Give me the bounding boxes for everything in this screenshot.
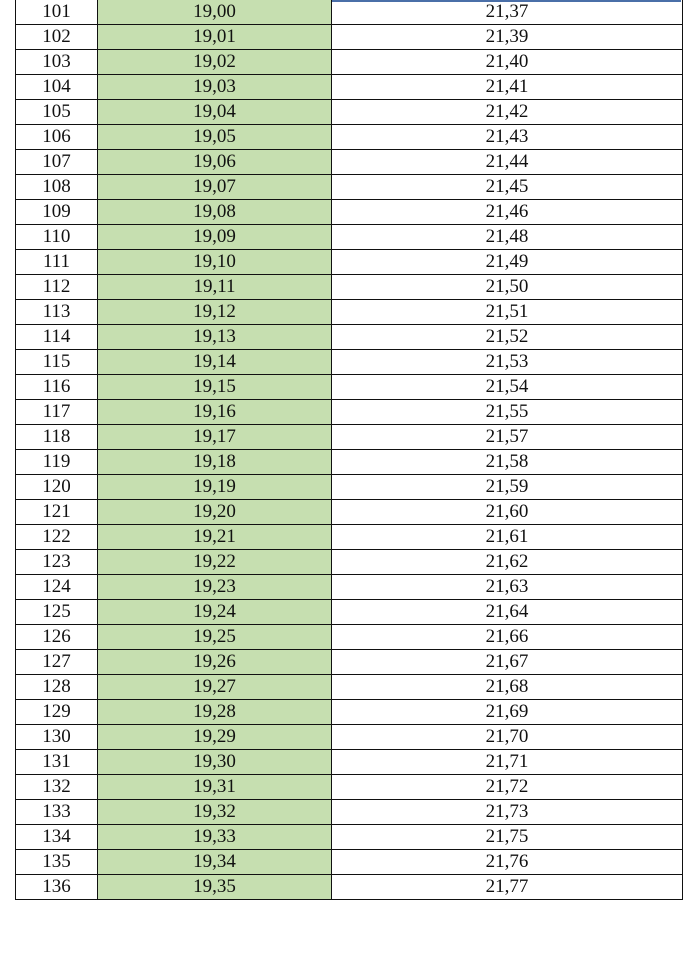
value-b-cell: 21,64 bbox=[332, 600, 683, 625]
value-a-cell: 19,35 bbox=[98, 875, 332, 900]
value-b-cell: 21,77 bbox=[332, 875, 683, 900]
table-row bbox=[16, 875, 683, 900]
value-b-cell: 21,73 bbox=[332, 800, 683, 825]
value-a-cell: 19,25 bbox=[98, 625, 332, 650]
row-number-cell: 123 bbox=[16, 550, 98, 575]
row-number-cell: 117 bbox=[16, 400, 98, 425]
value-a-cell: 19,32 bbox=[98, 800, 332, 825]
row-number-cell: 121 bbox=[16, 500, 98, 525]
value-b-cell: 21,45 bbox=[332, 175, 683, 200]
table-row bbox=[16, 225, 683, 250]
value-b-cell: 21,41 bbox=[332, 75, 683, 100]
row-number-cell: 128 bbox=[16, 675, 98, 700]
row-number-cell: 105 bbox=[16, 100, 98, 125]
value-a-cell: 19,28 bbox=[98, 700, 332, 725]
value-a-cell: 19,12 bbox=[98, 300, 332, 325]
value-a-cell: 19,18 bbox=[98, 450, 332, 475]
value-b-cell: 21,66 bbox=[332, 625, 683, 650]
row-number-cell: 133 bbox=[16, 800, 98, 825]
value-b-cell: 21,39 bbox=[332, 25, 683, 50]
value-a-cell: 19,15 bbox=[98, 375, 332, 400]
value-a-cell: 19,27 bbox=[98, 675, 332, 700]
table-row bbox=[16, 575, 683, 600]
row-number-cell: 129 bbox=[16, 700, 98, 725]
table-row bbox=[16, 825, 683, 850]
row-number-cell: 112 bbox=[16, 275, 98, 300]
table-row bbox=[16, 675, 683, 700]
value-b-cell: 21,44 bbox=[332, 150, 683, 175]
data-table bbox=[15, 0, 683, 900]
row-number-cell: 114 bbox=[16, 325, 98, 350]
value-b-cell: 21,43 bbox=[332, 125, 683, 150]
table-row bbox=[16, 100, 683, 125]
table-row bbox=[16, 450, 683, 475]
table-row bbox=[16, 500, 683, 525]
row-number-cell: 130 bbox=[16, 725, 98, 750]
table-row bbox=[16, 600, 683, 625]
table-row bbox=[16, 75, 683, 100]
value-a-cell: 19,21 bbox=[98, 525, 332, 550]
row-number-cell: 116 bbox=[16, 375, 98, 400]
table-row bbox=[16, 25, 683, 50]
table-row bbox=[16, 175, 683, 200]
data-table-container bbox=[15, 0, 682, 900]
value-a-cell: 19,13 bbox=[98, 325, 332, 350]
row-number-cell: 101 bbox=[16, 0, 98, 25]
value-a-cell: 19,05 bbox=[98, 125, 332, 150]
row-number-cell: 135 bbox=[16, 850, 98, 875]
row-number-cell: 119 bbox=[16, 450, 98, 475]
row-number-cell: 107 bbox=[16, 150, 98, 175]
table-row bbox=[16, 475, 683, 500]
table-row bbox=[16, 775, 683, 800]
row-number-cell: 102 bbox=[16, 25, 98, 50]
value-b-cell: 21,58 bbox=[332, 450, 683, 475]
value-a-cell: 19,31 bbox=[98, 775, 332, 800]
value-b-cell: 21,54 bbox=[332, 375, 683, 400]
value-b-cell: 21,53 bbox=[332, 350, 683, 375]
row-number-cell: 124 bbox=[16, 575, 98, 600]
table-row bbox=[16, 650, 683, 675]
value-a-cell: 19,17 bbox=[98, 425, 332, 450]
table-row bbox=[16, 400, 683, 425]
value-b-cell: 21,57 bbox=[332, 425, 683, 450]
table-row bbox=[16, 150, 683, 175]
table-row bbox=[16, 625, 683, 650]
value-b-cell: 21,59 bbox=[332, 475, 683, 500]
value-a-cell: 19,00 bbox=[98, 0, 332, 25]
value-b-cell: 21,70 bbox=[332, 725, 683, 750]
value-a-cell: 19,01 bbox=[98, 25, 332, 50]
value-a-cell: 19,10 bbox=[98, 250, 332, 275]
table-row bbox=[16, 200, 683, 225]
row-number-cell: 134 bbox=[16, 825, 98, 850]
value-a-cell: 19,02 bbox=[98, 50, 332, 75]
table-row bbox=[16, 700, 683, 725]
value-a-cell: 19,08 bbox=[98, 200, 332, 225]
value-a-cell: 19,16 bbox=[98, 400, 332, 425]
value-a-cell: 19,23 bbox=[98, 575, 332, 600]
value-a-cell: 19,14 bbox=[98, 350, 332, 375]
row-number-cell: 108 bbox=[16, 175, 98, 200]
value-b-cell: 21,46 bbox=[332, 200, 683, 225]
value-b-cell: 21,50 bbox=[332, 275, 683, 300]
value-a-cell: 19,11 bbox=[98, 275, 332, 300]
value-a-cell: 19,33 bbox=[98, 825, 332, 850]
row-number-cell: 118 bbox=[16, 425, 98, 450]
row-number-cell: 125 bbox=[16, 600, 98, 625]
value-b-cell: 21,76 bbox=[332, 850, 683, 875]
row-number-cell: 104 bbox=[16, 75, 98, 100]
value-a-cell: 19,22 bbox=[98, 550, 332, 575]
value-b-cell: 21,75 bbox=[332, 825, 683, 850]
table-row bbox=[16, 375, 683, 400]
row-number-cell: 113 bbox=[16, 300, 98, 325]
row-number-cell: 127 bbox=[16, 650, 98, 675]
table-row bbox=[16, 300, 683, 325]
value-b-cell: 21,67 bbox=[332, 650, 683, 675]
value-a-cell: 19,09 bbox=[98, 225, 332, 250]
row-number-cell: 115 bbox=[16, 350, 98, 375]
value-a-cell: 19,29 bbox=[98, 725, 332, 750]
value-a-cell: 19,19 bbox=[98, 475, 332, 500]
value-b-cell: 21,42 bbox=[332, 100, 683, 125]
table-row bbox=[16, 350, 683, 375]
value-a-cell: 19,24 bbox=[98, 600, 332, 625]
value-a-cell: 19,04 bbox=[98, 100, 332, 125]
table-row bbox=[16, 125, 683, 150]
value-a-cell: 19,26 bbox=[98, 650, 332, 675]
row-number-cell: 122 bbox=[16, 525, 98, 550]
table-row bbox=[16, 250, 683, 275]
table-row bbox=[16, 850, 683, 875]
row-number-cell: 131 bbox=[16, 750, 98, 775]
table-row bbox=[16, 800, 683, 825]
row-number-cell: 120 bbox=[16, 475, 98, 500]
value-b-cell: 21,61 bbox=[332, 525, 683, 550]
table-row bbox=[16, 525, 683, 550]
value-b-cell: 21,69 bbox=[332, 700, 683, 725]
value-b-cell: 21,51 bbox=[332, 300, 683, 325]
row-number-cell: 111 bbox=[16, 250, 98, 275]
table-row bbox=[16, 325, 683, 350]
value-a-cell: 19,30 bbox=[98, 750, 332, 775]
value-b-cell: 21,72 bbox=[332, 775, 683, 800]
value-b-cell: 21,37 bbox=[332, 0, 683, 25]
value-a-cell: 19,07 bbox=[98, 175, 332, 200]
value-a-cell: 19,20 bbox=[98, 500, 332, 525]
value-b-cell: 21,49 bbox=[332, 250, 683, 275]
value-b-cell: 21,55 bbox=[332, 400, 683, 425]
table-body bbox=[16, 0, 683, 900]
value-b-cell: 21,62 bbox=[332, 550, 683, 575]
row-number-cell: 103 bbox=[16, 50, 98, 75]
table-row bbox=[16, 50, 683, 75]
row-number-cell: 126 bbox=[16, 625, 98, 650]
value-a-cell: 19,03 bbox=[98, 75, 332, 100]
row-number-cell: 106 bbox=[16, 125, 98, 150]
value-b-cell: 21,52 bbox=[332, 325, 683, 350]
table-row bbox=[16, 275, 683, 300]
row-number-cell: 109 bbox=[16, 200, 98, 225]
value-b-cell: 21,40 bbox=[332, 50, 683, 75]
value-b-cell: 21,71 bbox=[332, 750, 683, 775]
table-row bbox=[16, 550, 683, 575]
table-row bbox=[16, 725, 683, 750]
row-number-cell: 110 bbox=[16, 225, 98, 250]
row-number-cell: 136 bbox=[16, 875, 98, 900]
row-number-cell: 132 bbox=[16, 775, 98, 800]
table-row bbox=[16, 750, 683, 775]
table-row bbox=[16, 425, 683, 450]
value-b-cell: 21,63 bbox=[332, 575, 683, 600]
value-a-cell: 19,34 bbox=[98, 850, 332, 875]
value-a-cell: 19,06 bbox=[98, 150, 332, 175]
value-b-cell: 21,48 bbox=[332, 225, 683, 250]
value-b-cell: 21,68 bbox=[332, 675, 683, 700]
table-row bbox=[16, 0, 683, 25]
value-b-cell: 21,60 bbox=[332, 500, 683, 525]
